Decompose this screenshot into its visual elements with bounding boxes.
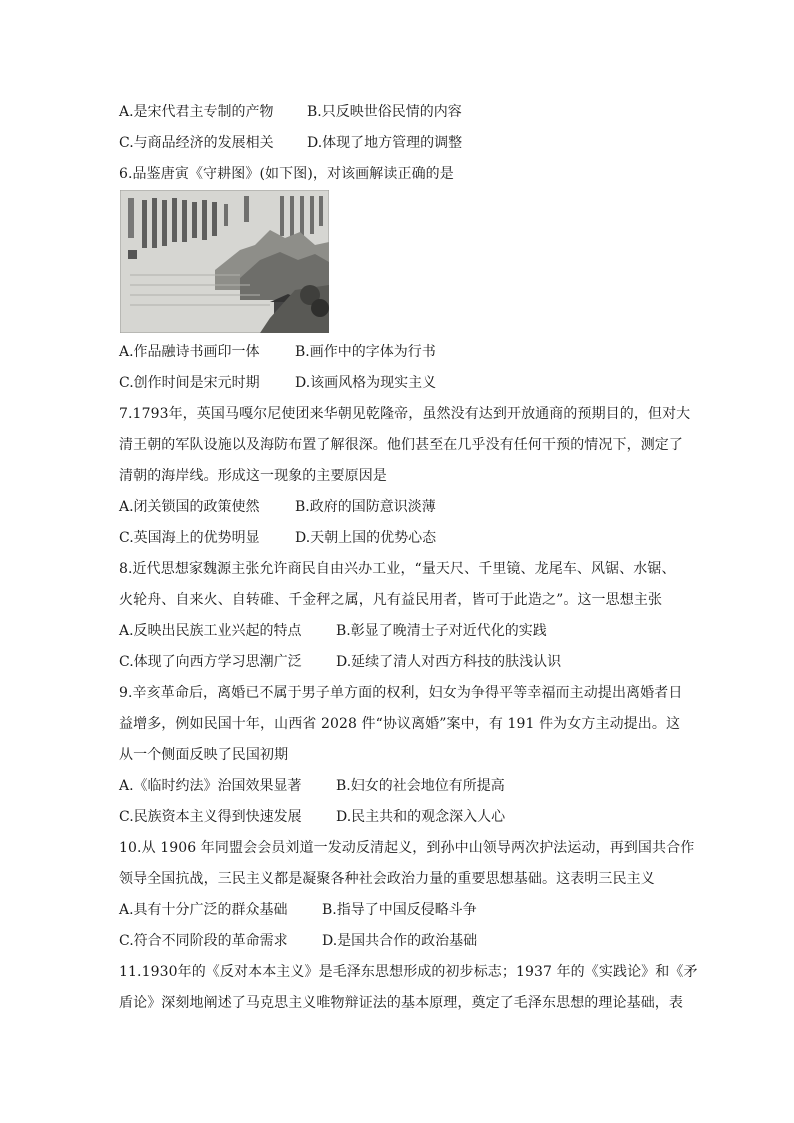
q10-stem-line2: 领导全国抗战，三民主义都是凝聚各种社会政治力量的重要思想基础。这表明三民主义 xyxy=(119,871,655,887)
q8-option-c[interactable]: C.体现了向西方学习思潮广泛 xyxy=(119,654,302,670)
q10-option-c[interactable]: C.符合不同阶段的革命需求 xyxy=(119,933,288,949)
q8-option-d[interactable]: D.延续了清人对西方科技的肤浅认识 xyxy=(336,654,562,670)
q6-option-c[interactable]: C.创作时间是宋元时期 xyxy=(119,375,260,391)
q7-stem-line1: 7.1793年，英国马嘎尔尼使团来华朝见乾隆帝，虽然没有达到开放通商的预期目的，但对大 xyxy=(119,406,691,422)
q10-option-b[interactable]: B.指导了中国反侵略斗争 xyxy=(322,902,477,918)
q10-option-d[interactable]: D.是国共合作的政治基础 xyxy=(322,933,478,949)
q5-option-c[interactable]: C.与商品经济的发展相关 xyxy=(119,135,274,151)
q10-stem-line1: 10.从 1906 年同盟会会员刘道一发动反清起义，到孙中山领导两次护法运动，再到国共合作 xyxy=(119,840,695,856)
q10-option-a[interactable]: A.具有十分广泛的群众基础 xyxy=(119,902,288,918)
q8-option-b[interactable]: B.彰显了晚清士子对近代化的实践 xyxy=(336,623,547,639)
q6-option-a[interactable]: A.作品融诗书画印一体 xyxy=(119,344,260,360)
q9-option-a[interactable]: A.《临时约法》治国效果显著 xyxy=(119,778,302,794)
q5-option-b[interactable]: B.只反映世俗民情的内容 xyxy=(307,104,462,120)
q7-stem-line3: 清朝的海岸线。形成这一现象的主要原因是 xyxy=(119,468,387,484)
q5-option-a[interactable]: A.是宋代君主专制的产物 xyxy=(119,104,274,120)
q9-stem-line1: 9.辛亥革命后，离婚已不属于男子单方面的权利，妇女为争得平等幸福而主动提出离婚者日 xyxy=(119,685,683,701)
q6-option-b[interactable]: B.画作中的字体为行书 xyxy=(295,344,436,360)
q8-stem-line1: 8.近代思想家魏源主张允许商民自由兴办工业，“量天尺、千里镜、龙尾车、风锯、水锯、 xyxy=(119,561,676,577)
q6-option-d[interactable]: D.该画风格为现实主义 xyxy=(295,375,437,391)
q7-option-b[interactable]: B.政府的国防意识淡薄 xyxy=(295,499,436,515)
q8-stem-line2: 火轮舟、自来火、自转碓、千金秤之属，凡有益民用者，皆可于此造之”。这一思想主张 xyxy=(119,592,663,608)
q7-option-a[interactable]: A.闭关锁国的政策使然 xyxy=(119,499,260,515)
q7-option-c[interactable]: C.英国海上的优势明显 xyxy=(119,530,260,546)
q11-stem-line2: 盾论》深刻地阐述了马克思主义唯物辩证法的基本原理，奠定了毛泽东思想的理论基础，表 xyxy=(119,995,683,1011)
q11-stem-line1: 11.1930年的《反对本本主义》是毛泽东思想形成的初步标志；1937 年的《实践论》和《矛 xyxy=(119,964,698,980)
q7-stem-line2: 清王朝的军队设施以及海防布置了解很深。他们甚至在几乎没有任何干预的情况下，测定了 xyxy=(119,437,683,453)
q9-stem-line3: 从一个侧面反映了民国初期 xyxy=(119,747,289,763)
q9-option-b[interactable]: B.妇女的社会地位有所提高 xyxy=(336,778,505,794)
q7-option-d[interactable]: D.天朝上国的优势心态 xyxy=(295,530,437,546)
q8-option-a[interactable]: A.反映出民族工业兴起的特点 xyxy=(119,623,302,639)
painting-image xyxy=(120,190,329,333)
q9-option-d[interactable]: D.民主共和的观念深入人心 xyxy=(336,809,506,825)
landscape-painting-icon xyxy=(120,190,329,333)
q9-stem-line2: 益增多，例如民国十年，山西省 2028 件“协议离婚”案中，有 191 件为女方主动提出。这 xyxy=(119,716,681,732)
q9-option-c[interactable]: C.民族资本主义得到快速发展 xyxy=(119,809,302,825)
q5-option-d[interactable]: D.体现了地方管理的调整 xyxy=(307,135,463,151)
q6-stem: 6.品鉴唐寅《守耕图》(如下图)，对该画解读正确的是 xyxy=(119,166,454,182)
